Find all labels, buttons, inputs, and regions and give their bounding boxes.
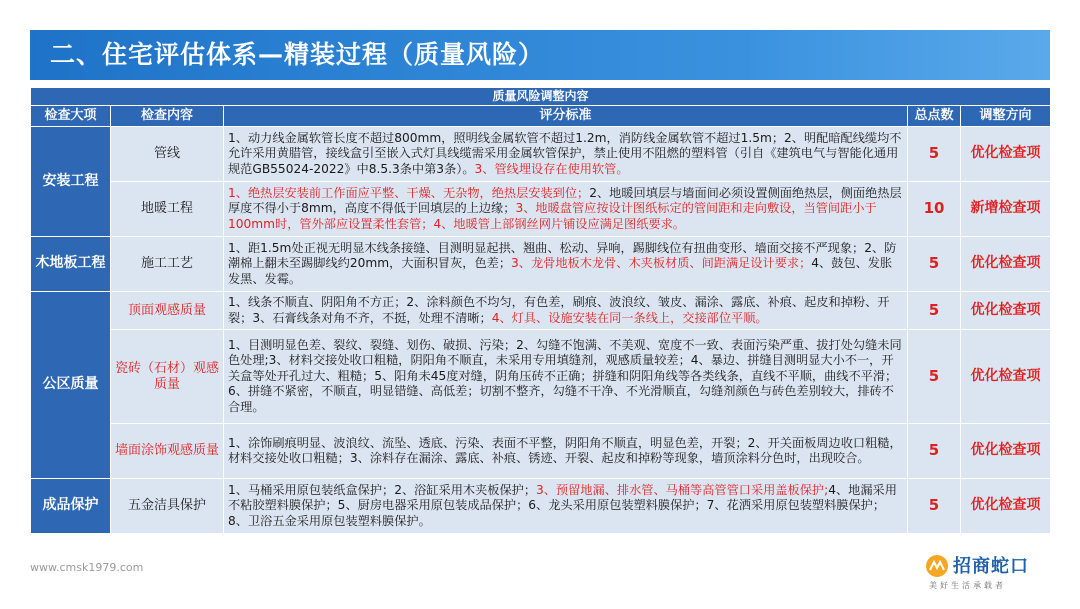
criteria-cell: [224, 127, 908, 182]
table-row: [31, 330, 1051, 424]
criteria-cell: [224, 292, 908, 330]
item-cell: 瓷砖（石材）观感质量: [111, 330, 224, 424]
item-cell: 施工工艺: [111, 237, 224, 292]
direction-cell: 优化检查项: [961, 127, 1051, 182]
header-category: 检查大项: [31, 106, 111, 127]
criteria-text: 1、距1.5m处正视无明显木线条接缝、目测明显起拱、翘曲、松动、异响，踢脚线位有扭曲变形、墙面交接不严现象；2、防潮棉上翻未至踢脚线约20mm，大面积冒灰，色差；: [228, 240, 897, 271]
points-cell: 5: [908, 292, 961, 330]
direction-cell: 优化检查项: [961, 330, 1051, 424]
criteria-text: 1、马桶采用原包装纸盒保护；2、浴缸采用木夹板保护；: [228, 482, 537, 497]
category-cell: 木地板工程: [31, 237, 111, 292]
table-row: [31, 479, 1051, 534]
criteria-text: 4、鼓包、发胀发黑、发霉。: [228, 256, 893, 286]
points-cell: 5: [908, 127, 961, 182]
table-row: [31, 182, 1051, 237]
criteria-text-highlight: 4、灯具、设施安装在同一条线上，交接部位平顺。: [491, 310, 768, 325]
title-bar: [30, 30, 1050, 80]
table-row: [31, 127, 1051, 182]
logo-slogan: 美好生活承载者: [929, 581, 1006, 590]
category-cell: 安装工程: [31, 127, 111, 237]
quality-risk-table: [30, 87, 1051, 534]
criteria-cell: [224, 479, 908, 534]
table-row: [31, 424, 1051, 479]
criteria-text: 1、动力线金属软管长度不超过800mm，照明线金属软管不超过1.2m，消防线金属软管不超过1.5m；2、明配暗配线缆均不允许采用黄腊管，接线盒引至嵌入式灯具线缆需采用金属软管保护，禁止使用不阻燃的塑料管（引自《建筑电气与智能化通用规范GB55024-2022》中8.5.3条中第3条）。: [228, 130, 902, 176]
direction-cell: 优化检查项: [961, 479, 1051, 534]
criteria-text: 4、地漏采用不粘胶塑料膜保护；5、厨房电器采用原包装成品保护；6、龙头采用原包装塑料膜保护；7、花洒采用原包装塑料膜保护；8、卫浴五金采用原包装塑料膜保护。: [228, 482, 897, 528]
criteria-text: 2、地暖回填层与墙面间必须设置侧面绝热层，侧面绝热层厚度不得小于8mm，高度不得低于回填层的上边缘；: [228, 185, 902, 216]
company-logo: [925, 552, 1045, 596]
criteria-cell: [224, 182, 908, 237]
item-cell: 管线: [111, 127, 224, 182]
table-caption-row: [31, 88, 1051, 106]
direction-cell: 新增检查项: [961, 182, 1051, 237]
direction-cell: 优化检查项: [961, 292, 1051, 330]
logo-icon: [925, 554, 949, 578]
criteria-text: 1、目测明显色差、裂纹、裂缝、划伤、破损、污染；2、勾缝不饱满、不美观、宽度不一致、表面污染严重、拔打处勾缝未同色处理;3、材料交接处收口粗糙，阴阳角不顺直，未采用专用填缝剂，观感质量较差；4、暴边、拼缝目测明显大小不一，开关盒等处开孔过大、粗糙；5、阳角未45度对缝，阴角压砖不正确；拼缝和阴阳角线等各类线条，直线不平顺，曲线不平滑；6、拼缝不紧密，不顺直，明显错缝、高低差；切割不整齐，勾缝不干净、不光滑顺直，勾缝剂颜色与砖色差别较大，排砖不合理。: [228, 337, 902, 414]
criteria-text-highlight: 1、绝热层安装前工作面应平整、干燥、无杂物，绝热层安装到位；: [228, 185, 590, 200]
item-cell: 五金洁具保护: [111, 479, 224, 534]
criteria-text-highlight: 3、管线埋设存在使用软管。: [474, 161, 629, 176]
header-item: 检查内容: [111, 106, 224, 127]
footer-url: www.cmsk1979.com: [30, 561, 144, 574]
item-cell: 顶面观感质量: [111, 292, 224, 330]
criteria-text: 1、线条不顺直、阴阳角不方正；2、涂料颜色不均匀，有色差，刷痕、波浪纹、皱皮、漏涂、露底、补痕、起皮和掉粉、开裂；3、石膏线条对角不齐，不挺，处理不清晰；: [228, 295, 890, 325]
header-direction: 调整方向: [961, 106, 1051, 127]
criteria-cell: [224, 237, 908, 292]
logo-text: 招商蛇口: [953, 556, 1029, 577]
criteria-text-highlight: 3、地暖盘管应按设计图纸标定的管间距和走向敷设，当管间距小于100mm时，管外部应设置柔性套管；4、地暖管上部钢丝网片铺设应满足图纸要求。: [228, 201, 877, 231]
item-cell: 地暖工程: [111, 182, 224, 237]
table-row: [31, 292, 1051, 330]
table-caption: 质量风险调整内容: [31, 88, 1051, 106]
points-cell: 5: [908, 424, 961, 479]
criteria-cell: [224, 330, 908, 424]
points-cell: 5: [908, 237, 961, 292]
category-cell: 成品保护: [31, 479, 111, 534]
header-points: 总点数: [908, 106, 961, 127]
category-cell: 公区质量: [31, 292, 111, 479]
points-cell: 10: [908, 182, 961, 237]
points-cell: 5: [908, 330, 961, 424]
criteria-cell: [224, 424, 908, 479]
criteria-text-highlight: 3、预留地漏、排水管、马桶等高管管口采用盖板保护;: [536, 482, 829, 497]
table-row: [31, 237, 1051, 292]
table-header-row: [31, 106, 1051, 127]
quality-risk-table-wrap: [30, 87, 1050, 534]
page-title: 二、住宅评估体系—精装过程（质量风险）: [50, 40, 545, 69]
direction-cell: 优化检查项: [961, 424, 1051, 479]
points-cell: 5: [908, 479, 961, 534]
header-criteria: 评分标准: [224, 106, 908, 127]
direction-cell: 优化检查项: [961, 237, 1051, 292]
criteria-text-highlight: 3、龙骨地板木龙骨、木夹板材质、间距满足设计要求；: [511, 256, 812, 271]
item-cell: 墙面涂饰观感质量: [111, 424, 224, 479]
criteria-text: 1、涂饰刷痕明显、波浪纹、流坠、透底、污染、表面不平整，阴阳角不顺直，明显色差，开裂；2、开关面板周边收口粗糙，材料交接处收口粗糙；3、涂料存在漏涂、露底、补痕、锈迹、开裂、起皮和掉粉等现象，墙顶涂料分色时，出现咬合。: [228, 435, 902, 465]
